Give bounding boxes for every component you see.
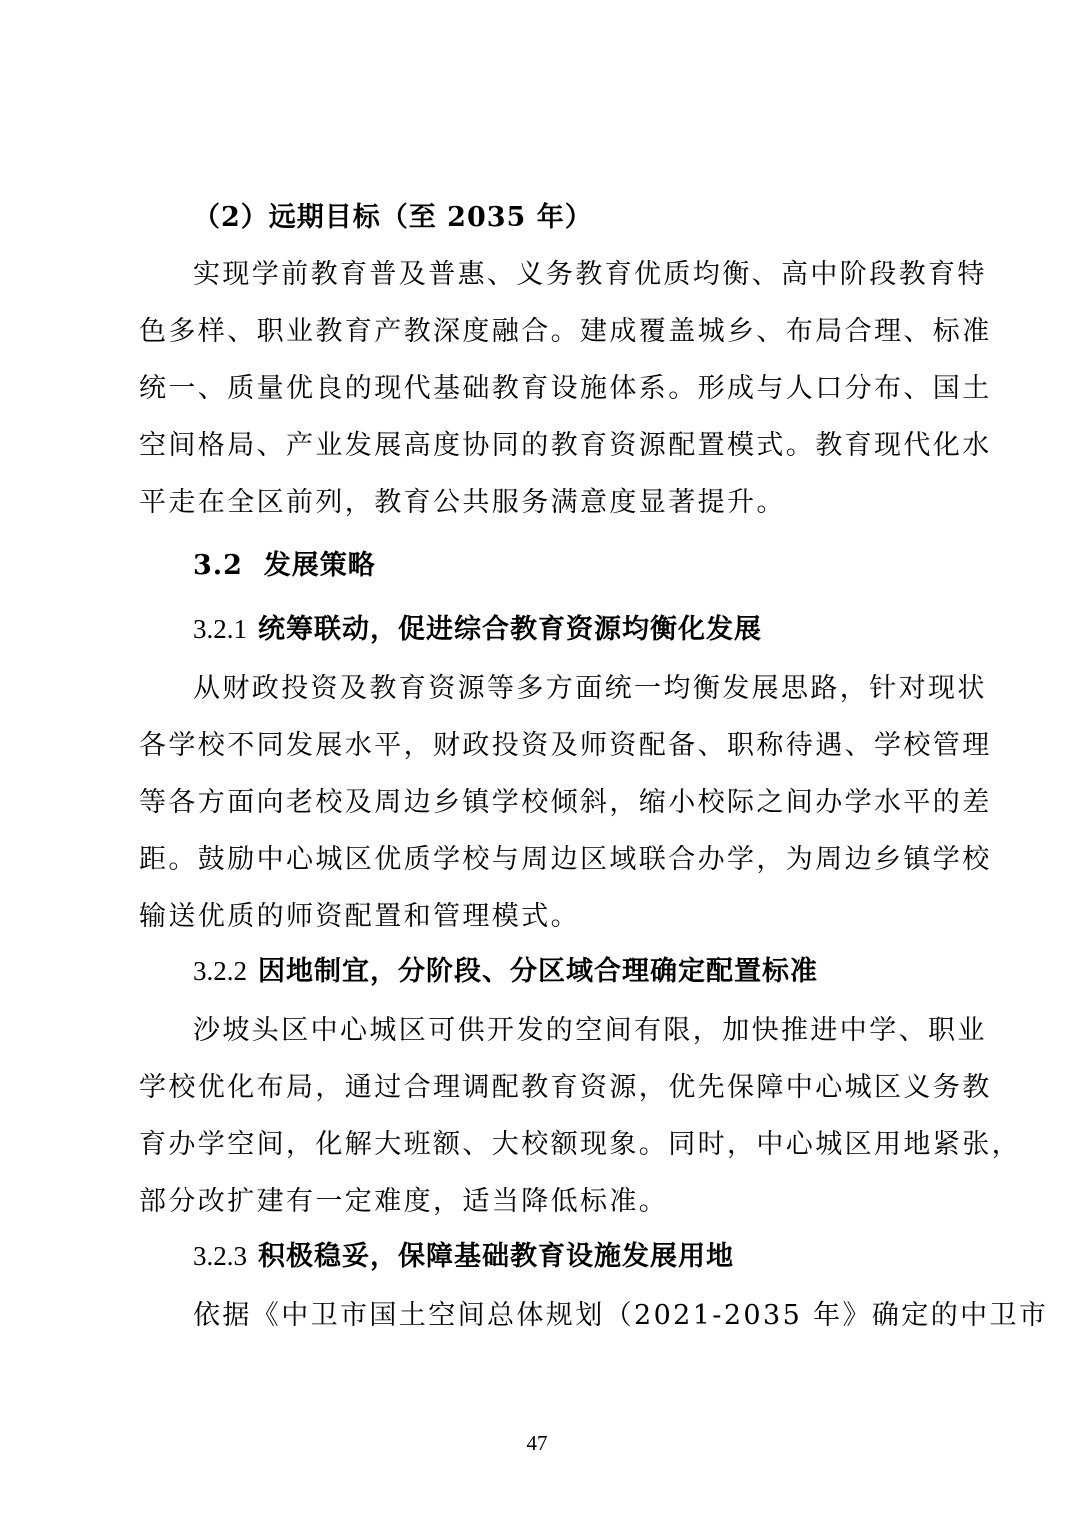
subsection-heading-3-2-2	[193, 952, 993, 991]
subsection-title: 统筹联动，促进综合教育资源均衡化发展	[257, 614, 762, 645]
paragraph-line: 育办学空间，化解大班额、大校额现象。同时，中心城区用地紧张，	[139, 1129, 1021, 1160]
section-heading-3-2	[193, 547, 993, 585]
paragraph-line: 统一、质量优良的现代基础教育设施体系。形成与人口分布、国土	[139, 373, 992, 404]
subsection-heading-3-2-3	[193, 1237, 993, 1276]
paragraph-line: 色多样、职业教育产教深度融合。建成覆盖城乡、布局合理、标准	[139, 316, 992, 347]
paragraph-line: 从财政投资及教育资源等多方面统一均衡发展思路，针对现状	[193, 673, 987, 704]
subsection-number: 3.2.2	[193, 956, 247, 986]
paragraph-line: 输送优质的师资配置和管理模式。	[139, 901, 580, 932]
subsection-number: 3.2.3	[193, 1241, 247, 1271]
section-title: 发展策略	[263, 550, 376, 581]
paragraph-line: 距。鼓励中心城区优质学校与周边区域联合办学，为周边乡镇学校	[139, 844, 992, 875]
paragraph-line: 实现学前教育普及普惠、义务教育优质均衡、高中阶段教育特	[193, 259, 987, 290]
paragraph-line: 沙坡头区中心城区可供开发的空间有限，加快推进中学、职业	[193, 1015, 987, 1046]
paragraph-line: 各学校不同发展水平，财政投资及师资配备、职称待遇、学校管理	[139, 730, 992, 761]
paragraph-line: 依据《中卫市国土空间总体规划（2021-2035 年》确定的中卫市	[193, 1300, 1049, 1331]
paragraph-line: 学校优化布局，通过合理调配教育资源，优先保障中心城区义务教	[139, 1072, 992, 1103]
subsection-title: 因地制宜，分阶段、分区域合理确定配置标准	[257, 956, 818, 987]
subsection-title: 积极稳妥，保障基础教育设施发展用地	[257, 1241, 734, 1272]
subsection-number: 3.2.1	[193, 614, 247, 644]
page-number: 47	[526, 1431, 548, 1455]
section-number: 3.2	[193, 550, 243, 581]
subsection-heading-3-2-1	[193, 610, 993, 649]
longterm-goal-heading: （2）远期目标（至 2035 年）	[193, 202, 593, 233]
paragraph-line: 空间格局、产业发展高度协同的教育资源配置模式。教育现代化水	[139, 430, 992, 461]
paragraph-line: 等各方面向老校及周边乡镇学校倾斜，缩小校际之间办学水平的差	[139, 787, 992, 818]
paragraph-line: 平走在全区前列，教育公共服务满意度显著提升。	[139, 487, 786, 518]
paragraph-line: 部分改扩建有一定难度，适当降低标准。	[139, 1186, 669, 1217]
